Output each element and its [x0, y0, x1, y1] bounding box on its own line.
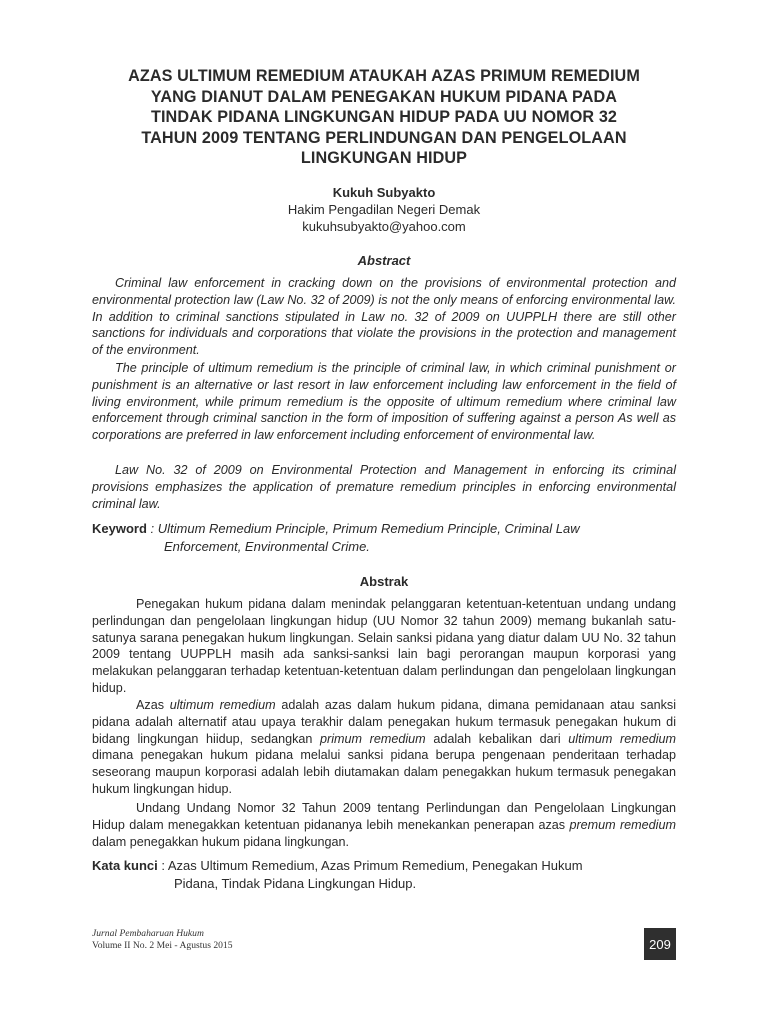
abstrak-paragraph [92, 697, 676, 798]
text-run: adalah kebalikan dari [425, 731, 569, 746]
keyword-values: Ultimum Remedium Principle, Primum Remedium Principle, Criminal Law [157, 521, 580, 536]
abstract-paragraph: Law No. 32 of 2009 on Environmental Protection and Management in enforcing its criminal provisions emphasizes the application of premature remedium principles in enforcing environmental criminal law. [92, 463, 676, 511]
abstract-paragraph: Criminal law enforcement in cracking down on the provisions of environmental protection and environmental protection law (Law No. 32 of 2009) is not the only means of enforcing environmental law. In addition to criminal sanctions stipulated in Law no. 32 of 2009 on UUPPLH there are still other sanctions for individuals and corporations that violate the provisions in the protection and management of the environment. [92, 276, 676, 358]
abstract-paragraph: The principle of ultimum remedium is the principle of criminal law, in which criminal punishment or punishment is an alternative or last resort in law enforcement including law enforcement in the field of living environment, while primum remedium is the opposite of ultimum remedium where criminal law enforcement through criminal sanction in the form of imposition of suffering against a person As well as corporations are preferred in law enforcement including enforcement of environmental law. [92, 361, 676, 443]
author-name: Kukuh Subyakto [332, 185, 436, 200]
title-line: TAHUN 2009 TENTANG PERLINDUNGAN DAN PENGELOLAAN [141, 128, 627, 147]
kata-kunci-values: Azas Ultimum Remedium, Azas Primum Remedium, Penegakan Hukum [167, 858, 583, 873]
author-block [92, 184, 676, 235]
italic-term: premum remedium [569, 817, 676, 832]
author-email: kukuhsubyakto@yahoo.com [302, 219, 466, 234]
keyword-values-continued: Enforcement, Environmental Crime. [164, 538, 370, 554]
text-run: dalam penegakkan hukum pidana lingkungan. [92, 834, 349, 849]
title-line: AZAS ULTIMUM REMEDIUM ATAUKAH AZAS PRIMUM REMEDIUM [128, 67, 640, 85]
italic-term: primum remedium [320, 731, 426, 746]
keywords [92, 520, 676, 555]
text-run: Azas [136, 698, 170, 712]
italic-term: ultimum remedium [169, 698, 276, 712]
keyword-separator: : [146, 521, 158, 536]
title-line: LINGKUNGAN HIDUP [300, 149, 468, 167]
text-run: dimana penegakan hukum pidana melalui sanksi pidana berupa pengenaan penderitaan terhadap seseorang maupun korporasi adalah lebih diutamakan dalam penegakkan hukum termasuk penegakan hukum lingkungan hidup. [92, 748, 676, 796]
abstract-heading: Abstract [357, 253, 411, 268]
article-title [92, 66, 676, 169]
kata-kunci [92, 857, 676, 893]
journal-name: Jurnal Pembaharuan Hukum [92, 928, 204, 939]
kata-kunci-separator: : [157, 858, 168, 873]
page-number: 209 [644, 928, 676, 960]
title-line: YANG DIANUT DALAM PENEGAKAN HUKUM PIDANA PADA [150, 87, 618, 106]
keyword-label: Keyword [92, 521, 147, 536]
text-run: Undang Undang Nomor 32 Tahun 2009 tentang Perlindungan dan Pengelolaan Lingkungan Hidup dalam menegakkan ketentuan pidananya lebih menekankan penerapan azas [92, 801, 676, 832]
footer [92, 928, 233, 952]
author-affiliation: Hakim Pengadilan Negeri Demak [287, 202, 481, 217]
abstrak-paragraph: Penegakan hukum pidana dalam menindak pelanggaran ketentuan-ketentuan undang undang perlindungan dan pengelolaan lingkungan hidup (UU Nomor 32 tahun 2009) memang bukanlah satu-satunya sarana penegakan hukum lingkungan. Selain sanksi pidana yang diatur dalam UU No. 32 tahun 2009 tentang UUPPLH masih ada sanksi-sanksi lain bagi perorangan maupun korporasi yang melakukan pelanggaran terhadap ketentuan-ketentuan dalam perlindungan dan pengelolaan lingkungan hidup. [92, 597, 676, 695]
text-run: adalah azas dalam hukum pidana, dimana pemidanaan atau sanksi pidana adalah alternatif atau upaya terakhir dalam penegakan hukum termasuk penegakan hukum di bidang lingkungan hiidup, sedangkan [92, 698, 676, 746]
abstrak-heading: Abstrak [359, 574, 409, 589]
journal-volume: Volume II No. 2 Mei - Agustus 2015 [92, 940, 233, 951]
abstrak-paragraph [92, 800, 676, 850]
title-line: TINDAK PIDANA LINGKUNGAN HIDUP PADA UU NOMOR 32 [150, 108, 618, 126]
italic-term: ultimum remedium [568, 731, 676, 746]
kata-kunci-values-continued: Pidana, Tindak Pidana Lingkungan Hidup. [174, 876, 417, 891]
kata-kunci-label: Kata kunci [92, 858, 158, 873]
